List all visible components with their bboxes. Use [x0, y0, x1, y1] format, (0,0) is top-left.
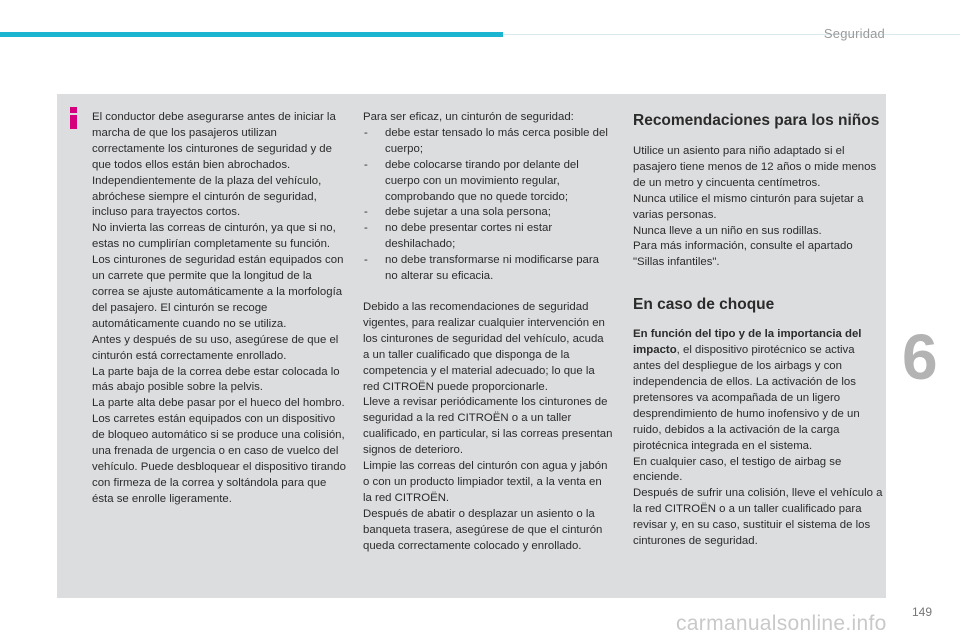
column-children-and-crash: [633, 110, 883, 550]
list-item: - debe sujetar a una sola persona;: [364, 206, 551, 219]
list-item: - no debe transformarse ni modificarse para no alterar su eficacia.: [364, 254, 599, 283]
paragraph: La parte alta debe pasar por el hueco del hombro.: [92, 397, 345, 410]
column-driver-instructions: [92, 110, 347, 508]
paragraph: Para más información, consulte el apartado "Sillas infantiles".: [633, 240, 853, 269]
paragraph: Después de sufrir una colisión, lleve el vehículo a la red CITROËN o a un taller cualificado para revisar y, en su caso, sustituir el sistema de los cinturones de seguridad.: [633, 487, 883, 548]
paragraph: Nunca utilice el mismo cinturón para sujetar a varias personas.: [633, 192, 864, 221]
chapter-number: 6: [902, 321, 938, 393]
paragraph: Lleve a revisar periódicamente los cinturones de seguridad a la red CITROËN o a un taller cualificado, en particular, si las correas presentan signos de deterioro.: [363, 396, 613, 457]
header-accent-bar: [0, 32, 503, 37]
paragraph: [633, 327, 883, 454]
list-item: - debe colocarse tirando por delante del cuerpo con un movimiento regular, comprobando que no quede torcido;: [364, 158, 579, 203]
list-item: - debe estar tensado lo más cerca posible del cuerpo;: [364, 126, 608, 155]
info-icon: [69, 107, 79, 129]
section-title: Seguridad: [823, 26, 885, 41]
paragraph: El conductor debe asegurarse antes de iniciar la marcha de que los pasajeros utilizan correctamente los cinturones de seguridad y de que todos ellos están bien abrochados.: [92, 111, 336, 171]
heading-crash: En caso de choque: [633, 296, 775, 314]
paragraph: Antes y después de su uso, asegúrese de que el cinturón está correctamente enrollado.: [92, 333, 339, 362]
paragraph: Los cinturones de seguridad están equipados con un carrete que permite que la longitud de la correa se ajuste automáticamente a la morfología del pasajero. El cinturón se recoge automáticamente cuando no se utiliza.: [92, 254, 344, 330]
paragraph: No invierta las correas de cinturón, ya que si no, estas no cumplirían completamente su función.: [92, 222, 336, 251]
crash-lead-text: , el dispositivo pirotécnico se activa antes del despliegue de los airbags y con independencia de ellos. La activación de los pretensores va acompañada de un ligero desprendimiento de humo inofensivo y de un ruido, debidos a la activación de la carga pirotécnica integrada en el sistema.: [633, 344, 860, 452]
paragraph: Nunca lleve a un niño en sus rodillas.: [633, 224, 822, 237]
page-number: 149: [912, 605, 933, 619]
header-rule: [503, 34, 960, 35]
paragraph: Los carretes están equipados con un dispositivo de bloqueo automático si se produce una colisión, una frenada de urgencia o en caso de vuelco del vehículo. Puede desbloquear el dispositivo tirando con firmeza de la correa y soltándola para que ésta se enrolle ligeramente.: [92, 413, 346, 505]
paragraph: Independientemente de la plaza del vehículo, abróchese siempre el cinturón de seguridad, incluso para trayectos cortos.: [92, 174, 322, 219]
paragraph: La parte baja de la correa debe estar colocada lo más abajo posible sobre la pelvis.: [92, 365, 340, 394]
column-belt-effectiveness: [363, 110, 613, 554]
paragraph: En cualquier caso, el testigo de airbag se enciende.: [633, 455, 842, 484]
paragraph: Limpie las correas del cinturón con agua y jabón o con un producto limpiador textil, a la venta en la red CITROËN.: [363, 460, 608, 504]
paragraph: Debido a las recomendaciones de seguridad vigentes, para realizar cualquier intervención en los cinturones de seguridad del vehículo, acuda a un taller cualificado que disponga de la competencia y el material adecuado; lo que la red CITROËN puede proporcionarle.: [363, 300, 605, 393]
heading-recommendations-children: Recomendaciones para los niños: [633, 112, 880, 129]
crash-lead-bold: En función del tipo y de la importancia del impacto: [633, 328, 862, 357]
paragraph: Después de abatir o desplazar un asiento o la banqueta trasera, asegúrese de que el cinturón queda correctamente colocado y enrollado.: [363, 507, 603, 552]
list-intro: Para ser eficaz, un cinturón de seguridad:: [363, 111, 574, 123]
watermark: carmanualsonline.info: [676, 612, 887, 635]
paragraph: Utilice un asiento para niño adaptado si el pasajero tiene menos de 12 años o mide menos de un metro y cincuenta centímetros.: [633, 145, 877, 189]
list-item: - no debe presentar cortes ni estar deshilachado;: [364, 222, 553, 251]
requirements-list: [363, 126, 613, 285]
